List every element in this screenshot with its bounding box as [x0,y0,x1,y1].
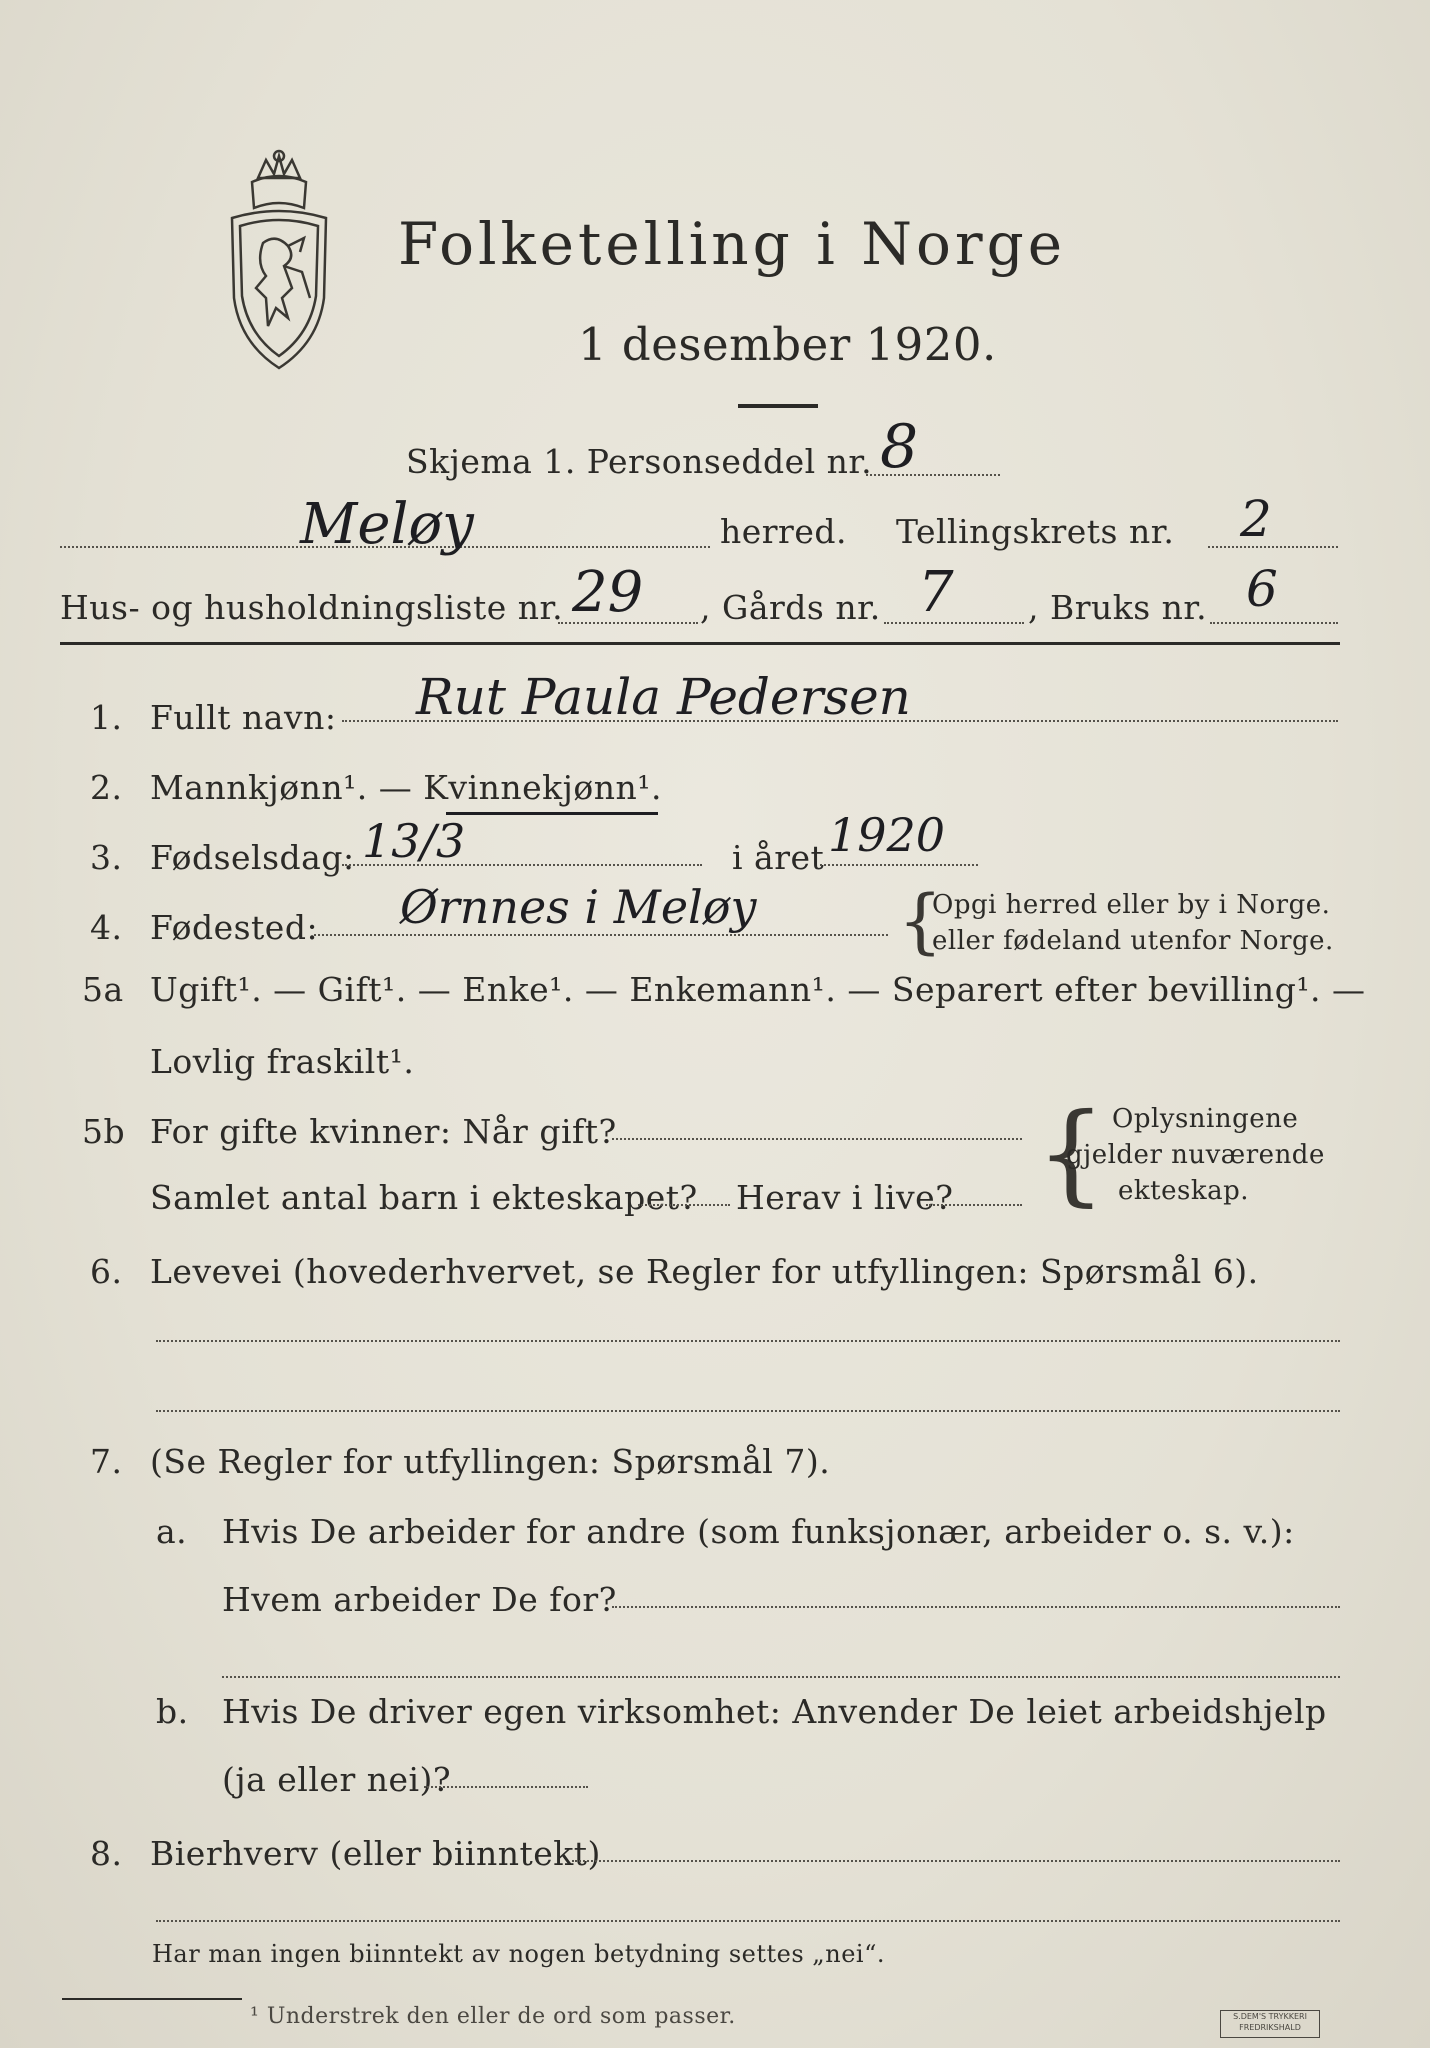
printer-line2: FREDRIKSHALD [1239,2023,1301,2032]
q3-label: Fødselsdag: [150,838,355,877]
q5b-brace: { [1036,1089,1106,1217]
q6-label: Levevei (hovederhvervet, se Regler for utfyllingen: Spørsmål 6). [150,1252,1259,1291]
married-when-label: For gifte kvinner: Når gift? [150,1112,617,1151]
bruks-field[interactable] [1210,622,1338,624]
employer-field-2[interactable] [222,1676,1340,1678]
form-title: Folketelling i Norge [398,210,1067,278]
occupation-field-2[interactable] [156,1410,1340,1412]
marital-status-options: Ugift¹. — Gift¹. — Enke¹. — Enkemann¹. — Separert efter bevilling¹. — [150,970,1366,1009]
q7-label: (Se Regler for utfyllingen: Spørsmål 7). [150,1442,831,1481]
schema-nr-value: 8 [880,412,919,482]
q1-number: 1. [90,698,123,737]
q7a-letter: a. [156,1512,188,1551]
children-total-field[interactable] [638,1204,730,1206]
printer-line1: S.DEM'S TRYKKERI [1233,2012,1307,2021]
gender-options: Mannkjønn¹. — Kvinnekjønn¹. [150,768,662,807]
q7-number: 7. [90,1442,123,1481]
q5b-note-line2: gjelder nuværende [1066,1140,1325,1170]
q8-label: Bierhverv (eller biinntekt) [150,1834,601,1873]
herred-label: herred. [720,512,847,551]
coat-of-arms-icon [218,148,340,374]
q4-number: 4. [90,908,123,947]
footer-note: Har man ingen biinntekt av nogen betydning settes „nei“. [152,1940,885,1968]
tellingskrets-value: 2 [1240,490,1272,548]
q5b-note-line3: ekteskap. [1118,1176,1249,1206]
birthday-value: 13/3 [362,814,466,868]
header-rule [60,642,1340,645]
children-alive-field[interactable] [926,1204,1022,1206]
employer-field[interactable] [612,1606,1340,1608]
tellingskrets-label: Tellingskrets nr. [896,512,1175,551]
occupation-field-1[interactable] [156,1340,1340,1342]
q1-label: Fullt navn: [150,698,337,737]
marital-status-options-2: Lovlig fraskilt¹. [150,1042,415,1081]
q7b-line1: Hvis De driver egen virksomhet: Anvender De leiet arbeidshjelp [222,1692,1327,1731]
q7a-line1: Hvis De arbeider for andre (som funksjonær, arbeider o. s. v.): [222,1512,1295,1551]
footnote: ¹ Understrek den eller de ord som passer. [250,2004,736,2029]
household-list-value: 29 [572,560,644,625]
hired-help-field[interactable] [424,1786,588,1788]
q2-number: 2. [90,768,123,807]
gender-underline [446,812,658,815]
side-income-field-2[interactable] [156,1920,1340,1922]
title-divider [738,404,818,408]
full-name-value: Rut Paula Pedersen [416,668,911,726]
married-when-field[interactable] [612,1138,1022,1140]
q5a-number: 5a [82,970,124,1009]
q7b-line2: (ja eller nei)? [222,1760,452,1799]
side-income-field[interactable] [572,1860,1340,1862]
household-list-label: Hus- og husholdningsliste nr. [60,588,564,627]
birthplace-field[interactable] [314,934,888,936]
bruks-value: 6 [1246,560,1278,618]
bruks-label: , Bruks nr. [1028,588,1208,627]
children-total-label: Samlet antal barn i ekteskapet? [150,1178,698,1217]
census-date: 1 desember 1920. [578,318,997,371]
birthplace-value: Ørnnes i Meløy [400,880,757,934]
herred-value: Meløy [300,492,474,557]
gards-label: , Gårds nr. [700,588,881,627]
q8-number: 8. [90,1834,123,1873]
children-alive-label: Herav i live? [736,1178,954,1217]
q4-note-line2: eller fødeland utenfor Norge. [932,926,1334,956]
q5b-note-line1: Oplysningene [1112,1104,1299,1134]
q7a-line2: Hvem arbeider De for? [222,1580,617,1619]
gards-field[interactable] [884,622,1024,624]
q4-brace: { [898,880,943,962]
q4-note-line1: Opgi herred eller by i Norge. [932,890,1331,920]
year-label: i året [732,838,825,877]
birth-year-field[interactable] [820,864,978,866]
q7b-letter: b. [156,1692,189,1731]
gards-value: 7 [918,560,954,625]
q4-label: Fødested: [150,908,319,947]
q3-number: 3. [90,838,123,877]
tellingskrets-field[interactable] [1208,546,1338,548]
footnote-rule [62,1998,242,2000]
printer-stamp [1220,2010,1320,2038]
q5b-number: 5b [82,1112,126,1151]
schema-label: Skjema 1. Personseddel nr. [406,442,873,481]
birth-year-value: 1920 [828,808,946,862]
q6-number: 6. [90,1252,123,1291]
